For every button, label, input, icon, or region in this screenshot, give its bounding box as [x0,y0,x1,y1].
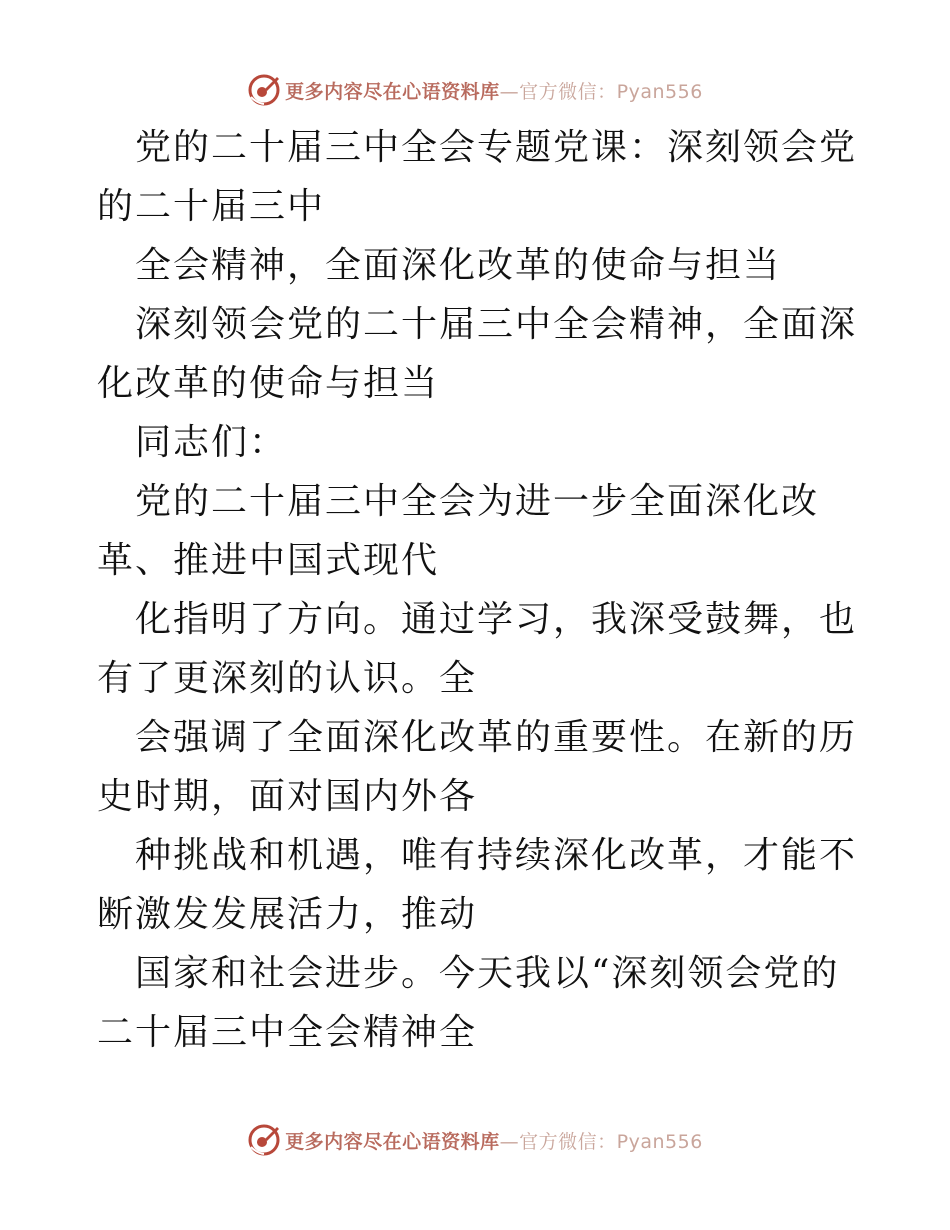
title-line: 党的二十届三中全会专题党课：深刻领会党的二十届三中 [97,127,858,227]
title-line: 全会精神，全面深化改革的使命与担当 [135,245,782,286]
salutation: 同志们： [135,422,288,463]
subtitle-line: 深刻领会党的二十届三中全会精神，全面深化改革的使命与担当 [97,304,858,404]
body-paragraph: 党的二十届三中全会为进一步全面深化改革、推进中国式现代 [97,481,820,581]
watermark-text [285,77,703,104]
watermark-highlight: 更多内容尽在心语资料库 [285,80,500,103]
quill-logo-icon [247,1123,281,1157]
watermark-highlight: 更多内容尽在心语资料库 [285,1130,500,1153]
watermark-text [285,1127,703,1154]
footer-watermark [0,1120,950,1160]
body-paragraph: 种挑战和机遇，唯有持续深化改革，才能不断激发发展活力，推动 [97,835,858,935]
document-body [97,118,857,1062]
watermark-rest: —官方微信：Pyan556 [499,1130,703,1153]
header-watermark [0,70,950,110]
body-paragraph: 会强调了全面深化改革的重要性。在新的历史时期，面对国内外各 [97,717,858,817]
body-paragraph: 国家和社会进步。今天我以“深刻领会党的二十届三中全会精神全 [97,953,840,1053]
watermark-rest: —官方微信：Pyan556 [499,80,703,103]
quill-logo-icon [247,73,281,107]
body-paragraph: 化指明了方向。通过学习，我深受鼓舞，也有了更深刻的认识。全 [97,599,858,699]
